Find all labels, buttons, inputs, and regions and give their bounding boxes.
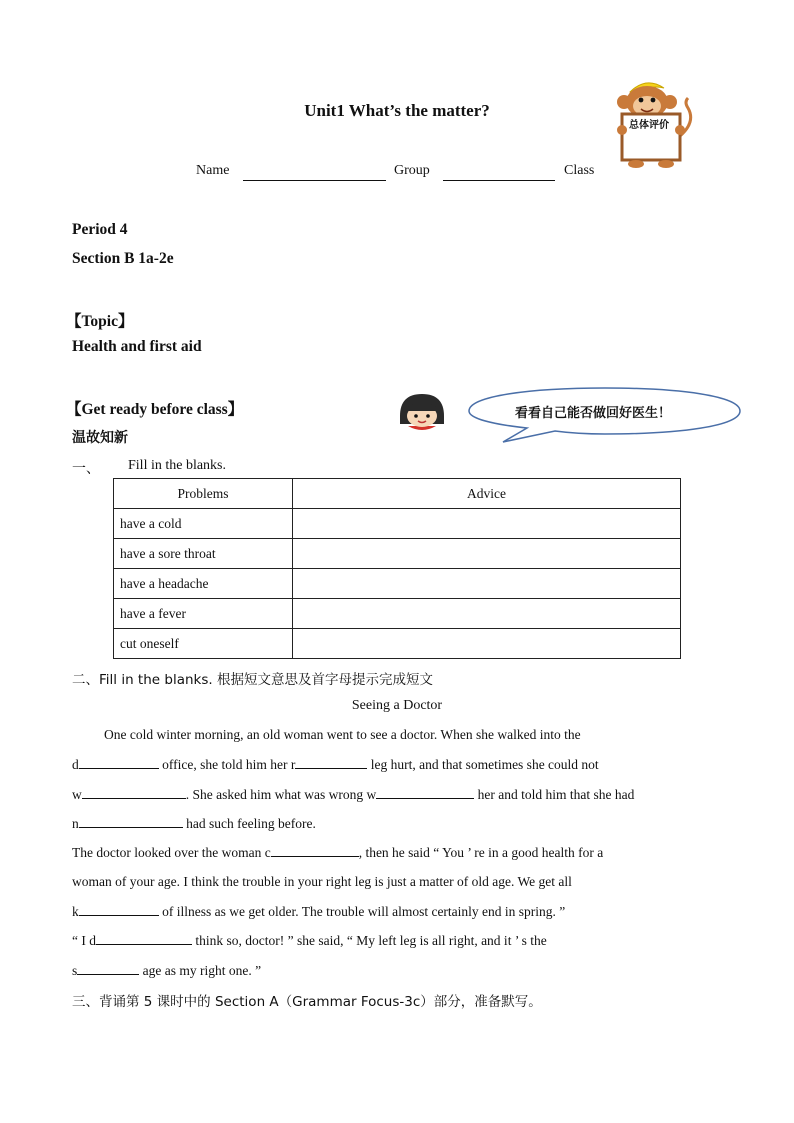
problem-cell: have a headache: [114, 569, 293, 599]
passage-line-5: [72, 844, 722, 861]
badge-text: 总体评价: [629, 120, 669, 131]
passage-title: Seeing a Doctor: [351, 698, 443, 713]
blank-field[interactable]: [79, 815, 183, 828]
advice-cell[interactable]: [293, 539, 681, 569]
period-heading: Period 4: [72, 221, 128, 238]
passage-text: think so, doctor! ” she said, “ My left leg is all right, and it ’ s the: [195, 933, 547, 948]
passage-text: office, she told him her r: [162, 757, 296, 772]
topic-heading: 【Topic】: [66, 313, 134, 330]
group-label: Group: [394, 163, 430, 178]
passage-line-2: [72, 756, 722, 773]
blank-field[interactable]: [271, 844, 359, 857]
table-row: [114, 509, 681, 539]
part3-instruction: 三、背诵第 5 课时中的 Section A（Grammar Focus-3c）部分，准备默写。: [72, 994, 542, 1010]
passage-line-4: [72, 815, 722, 832]
passage-text: leg hurt, and that sometimes she could not: [370, 757, 599, 772]
passage-text: d: [72, 757, 79, 772]
passage-text: s: [72, 963, 78, 978]
problem-cell: cut oneself: [114, 629, 293, 659]
passage-text: w: [72, 787, 82, 802]
speech-bubble-text: 看看自己能否做回好医生！: [515, 406, 672, 421]
ready-heading: 【Get ready before class】: [66, 401, 244, 418]
advice-cell[interactable]: [293, 599, 681, 629]
problem-cell: have a cold: [114, 509, 293, 539]
name-label: Name: [196, 163, 230, 178]
group-field[interactable]: [443, 166, 555, 186]
girl-face-icon: [396, 390, 448, 434]
class-label: Class: [564, 163, 595, 178]
part1-instruction: Fill in the blanks.: [128, 458, 226, 473]
page-title: Unit1 What’s the matter?: [304, 101, 490, 120]
passage-text: had such feeling before.: [186, 816, 316, 831]
passage-text: k: [72, 904, 79, 919]
advice-cell[interactable]: [293, 569, 681, 599]
passage-text: “ I d: [72, 933, 96, 948]
blank-field[interactable]: [82, 786, 186, 799]
blank-field[interactable]: [295, 756, 367, 769]
table-row: [114, 629, 681, 659]
table-header-row: [114, 479, 681, 509]
name-field[interactable]: [243, 166, 386, 186]
passage-line-3: [72, 786, 722, 803]
passage-text: , then he said “ You ’ re in a good health for a: [358, 845, 604, 860]
passage-text: her and told him that she had: [477, 787, 635, 802]
passage-line-9: [72, 962, 722, 979]
passage-line-8: [72, 932, 722, 949]
review-label: 温故知新: [72, 430, 128, 446]
passage-text: n: [72, 816, 79, 831]
blank-field[interactable]: [376, 786, 474, 799]
passage-text: age as my right one. ”: [142, 963, 262, 978]
part2-instruction: 二、Fill in the blanks. 根据短文意思及首字母提示完成短文: [72, 672, 433, 688]
table-row: [114, 539, 681, 569]
passage-text: of illness as we get older. The trouble will almost certainly end in spring. ”: [162, 904, 566, 919]
passage-text: . She asked him what was wrong w: [185, 787, 377, 802]
table-header-advice: Advice: [293, 479, 681, 509]
blank-field[interactable]: [96, 932, 192, 945]
advice-cell[interactable]: [293, 509, 681, 539]
table-row: [114, 569, 681, 599]
passage-line-7: [72, 903, 722, 920]
blank-field[interactable]: [79, 903, 159, 916]
table-header-problems: Problems: [114, 479, 293, 509]
blank-field[interactable]: [79, 756, 159, 769]
passage-line-1: One cold winter morning, an old woman went to see a doctor. When she walked into the: [104, 727, 581, 742]
blank-field[interactable]: [77, 962, 139, 975]
problems-advice-table: [113, 478, 681, 659]
passage-text: The doctor looked over the woman c: [72, 845, 271, 860]
advice-cell[interactable]: [293, 629, 681, 659]
table-row: [114, 599, 681, 629]
part1-number: 一、: [72, 461, 100, 477]
topic-text: Health and first aid: [72, 338, 202, 355]
problem-cell: have a fever: [114, 599, 293, 629]
problem-cell: have a sore throat: [114, 539, 293, 569]
passage-line-6: woman of your age. I think the trouble in your right leg is just a matter of old age. We get all: [72, 874, 572, 889]
section-heading: Section B 1a-2e: [72, 250, 174, 267]
